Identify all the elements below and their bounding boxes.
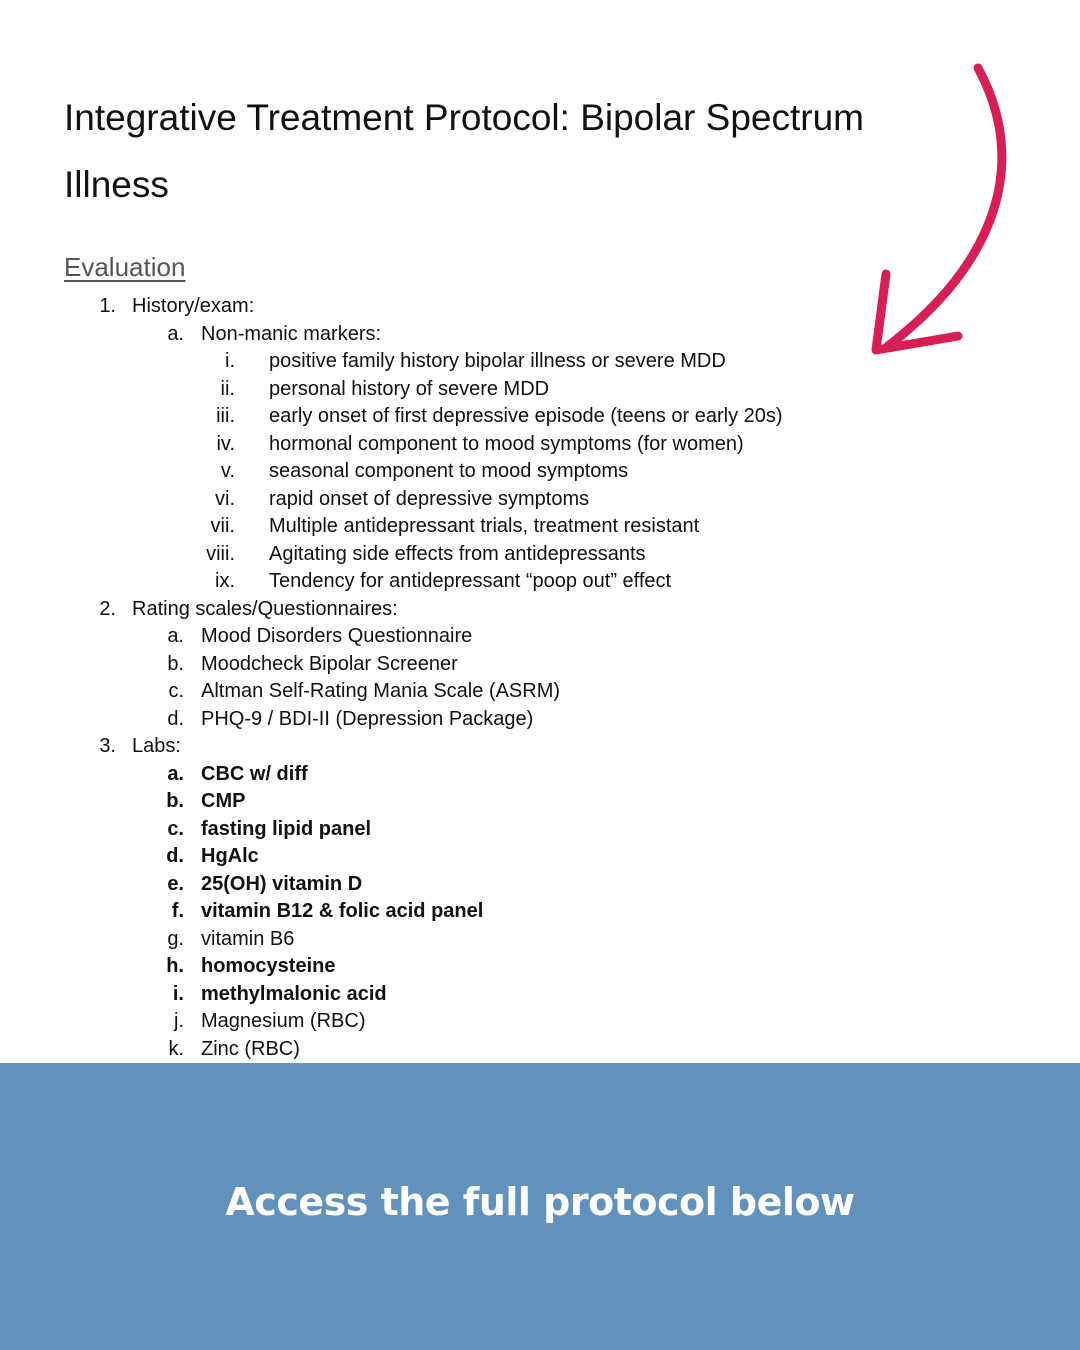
- list-marker: c.: [168, 680, 184, 702]
- list-marker: k.: [168, 1037, 184, 1060]
- list-marker: b.: [167, 652, 184, 675]
- outline-item: [0, 761, 1080, 789]
- list-item-text: positive family history bipolar illness or severe MDD: [269, 350, 726, 372]
- outline-item: [0, 706, 1080, 734]
- outline-item: [0, 816, 1080, 844]
- list-marker: vi.: [215, 487, 235, 510]
- outline-item: [0, 541, 1080, 569]
- section-heading-evaluation: Evaluation: [64, 252, 186, 282]
- list-item-text: hormonal component to mood symptoms (for women): [269, 432, 744, 455]
- list-item-text: CBC w/ diff: [201, 762, 308, 785]
- list-marker: b.: [166, 790, 184, 812]
- evaluation-outline: [0, 293, 1080, 1063]
- list-marker: h.: [166, 955, 184, 977]
- list-marker: j.: [174, 1010, 184, 1032]
- outline-item: [0, 981, 1080, 1009]
- list-marker: g.: [167, 927, 184, 950]
- outline-item: [0, 678, 1080, 706]
- list-item-text: Tendency for antidepressant “poop out” effect: [269, 570, 672, 592]
- list-marker: i.: [225, 350, 235, 372]
- outline-item: [0, 871, 1080, 899]
- outline-item: [0, 733, 1080, 761]
- curved-arrow-down-left-icon: [860, 60, 1020, 360]
- list-marker: a.: [167, 625, 184, 647]
- list-marker: 3.: [99, 735, 116, 757]
- outline-item: [0, 953, 1080, 981]
- list-item-text: Altman Self-Rating Mania Scale (ASRM): [201, 680, 561, 702]
- list-item-text: HgAlc: [201, 845, 259, 867]
- list-item-text: Rating scales/Questionnaires:: [132, 597, 398, 620]
- list-marker: iv.: [216, 432, 235, 455]
- outline-item: [0, 513, 1080, 541]
- list-item-text: methylmalonic acid: [201, 982, 387, 1005]
- list-marker: viii.: [206, 542, 235, 565]
- outline-item: [0, 431, 1080, 459]
- list-marker: c.: [167, 817, 184, 840]
- list-marker: a.: [167, 322, 184, 345]
- document-title: Integrative Treatment Protocol: Bipolar Spectrum Illness: [64, 97, 864, 205]
- outline-item: [0, 568, 1080, 596]
- list-marker: f.: [171, 900, 184, 922]
- list-item-text: Agitating side effects from antidepressants: [269, 542, 646, 565]
- list-item-text: vitamin B12 & folic acid panel: [201, 900, 484, 922]
- list-item-text: PHQ-9 / BDI-II (Depression Package): [201, 707, 534, 730]
- list-marker: 1.: [99, 295, 116, 317]
- list-item-text: Mood Disorders Questionnaire: [201, 625, 473, 647]
- outline-item: [0, 898, 1080, 926]
- list-item-text: History/exam:: [132, 295, 255, 317]
- list-item-text: homocysteine: [201, 955, 336, 977]
- access-protocol-cta[interactable]: Access the full protocol below: [225, 1180, 855, 1224]
- list-marker: vii.: [210, 515, 235, 537]
- list-marker: i.: [172, 982, 184, 1005]
- list-item-text: Magnesium (RBC): [201, 1010, 366, 1032]
- outline-item: [0, 486, 1080, 514]
- outline-item: [0, 926, 1080, 954]
- outline-item: [0, 651, 1080, 679]
- list-item-text: rapid onset of depressive symptoms: [269, 487, 590, 510]
- outline-item: [0, 1008, 1080, 1036]
- outline-item: [0, 843, 1080, 871]
- list-item-text: personal history of severe MDD: [269, 377, 550, 400]
- list-item-text: Multiple antidepressant trials, treatment resistant: [269, 515, 700, 537]
- list-marker: d.: [167, 707, 184, 730]
- list-marker: 2.: [99, 597, 116, 620]
- outline-item: [0, 403, 1080, 431]
- outline-item: [0, 623, 1080, 651]
- list-item-text: Labs:: [132, 735, 181, 757]
- list-marker: v.: [220, 460, 235, 482]
- outline-item: [0, 1036, 1080, 1064]
- outline-item: [0, 376, 1080, 404]
- list-marker: d.: [166, 845, 184, 867]
- outline-item: [0, 458, 1080, 486]
- list-marker: ii.: [220, 377, 235, 400]
- list-marker: ix.: [215, 570, 235, 592]
- list-item-text: Zinc (RBC): [201, 1037, 300, 1060]
- list-item-text: 25(OH) vitamin D: [201, 872, 363, 895]
- list-item-text: fasting lipid panel: [201, 817, 372, 840]
- list-item-text: vitamin B6: [201, 927, 295, 950]
- list-item-text: CMP: [201, 790, 246, 812]
- outline-item: [0, 596, 1080, 624]
- list-item-text: Moodcheck Bipolar Screener: [201, 652, 458, 675]
- list-item-text: seasonal component to mood symptoms: [269, 460, 629, 482]
- list-marker: iii.: [216, 405, 235, 427]
- list-marker: a.: [167, 762, 184, 785]
- list-item-text: Non-manic markers:: [201, 322, 382, 345]
- list-marker: e.: [167, 872, 184, 895]
- outline-item: [0, 788, 1080, 816]
- list-item-text: early onset of first depressive episode (teens or early 20s): [269, 405, 783, 427]
